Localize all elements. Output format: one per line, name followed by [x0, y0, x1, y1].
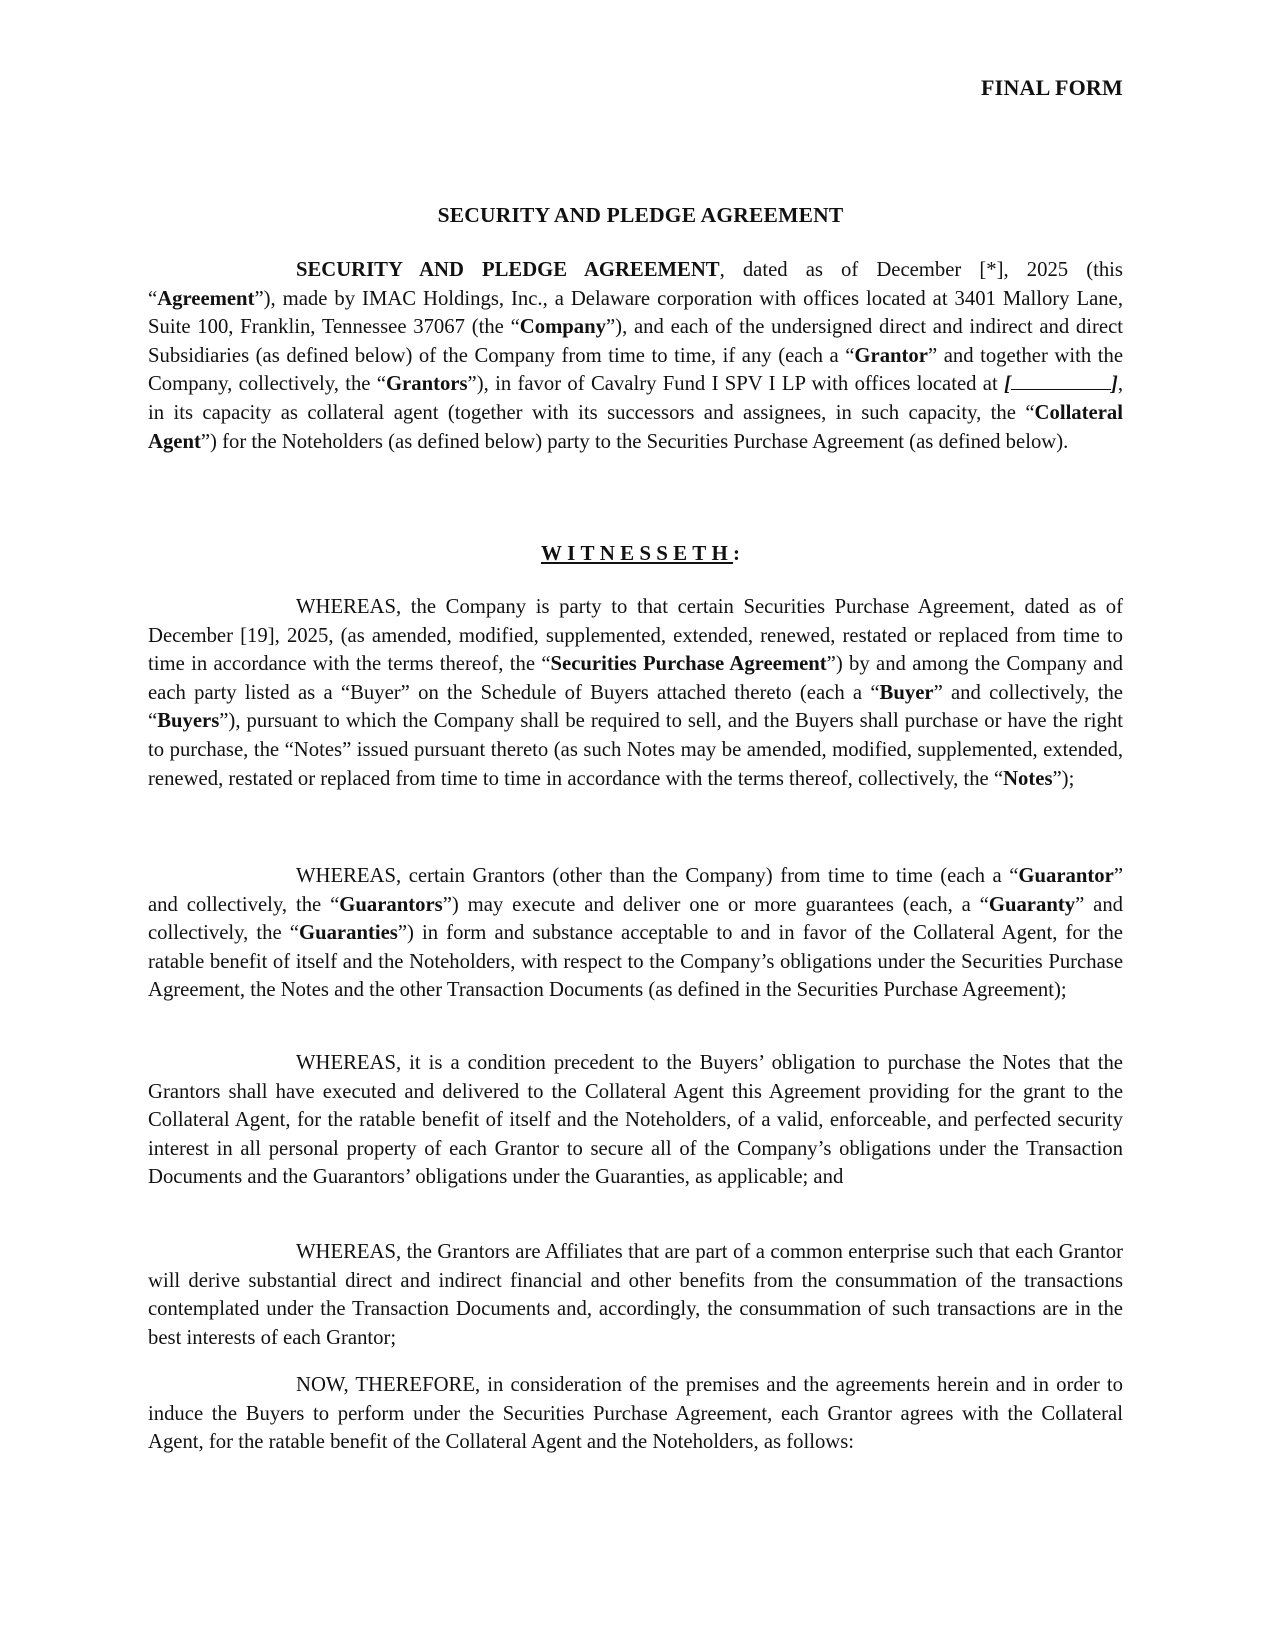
- document-page: [148, 0, 1133, 1650]
- now-therefore-paragraph: NOW, THEREFORE, in consideration of the premises and the agreements herein and in order to induce the Buyers to perform under the Securities Purchase Agreement, each Grantor agrees with the Collateral Agent, for the ratable benefit of the Collateral Agent and the Noteholders, as follows:: [148, 1374, 1123, 1454]
- witnesseth-word: WITNESSETH: [540, 541, 734, 565]
- witnesseth-colon: :: [733, 541, 741, 565]
- defined-term-buyers: Buyers: [157, 710, 220, 733]
- whereas-paragraph-2: WHEREAS, certain Grantors (other than the Company) from time to time (each a “Guarantor” and collectively, the “Guarantors”) may execute and deliver one or more guarantees (each, a “Guaranty” and collectively, the “Guaranties”) in form and substance acceptable to and in favor of the Collateral Agent, for the ratable benefit of itself and the Noteholders, with respect to the Company’s obligations under the Securities Purchase Agreement, the Notes and the other Transaction Documents (as defined in the Securities Purchase Agreement);: [148, 865, 1124, 1002]
- whereas-paragraph-1: WHEREAS, the Company is party to that certain Securities Purchase Agreement, dated as of December [19], 2025, (as amended, modified, supplemented, extended, renewed, restated or replaced from time to time in accordance with the terms thereof, the “Securities Purchase Agreement”) by and among the Company and each party listed as a “Buyer” on the Schedule of Buyers attached thereto (each a “Buyer” and collectively, the “Buyers”), pursuant to which the Company shall be required to sell, and the Buyers shall purchase or have the right to purchase, the “Notes” issued pursuant thereto (as such Notes may be amended, modified, supplemented, extended, renewed, restated or replaced from time to time in accordance with the terms thereof, collectively, the “Notes”);: [148, 596, 1124, 790]
- address-blank-field: [1011, 371, 1111, 390]
- defined-term-grantors: Grantors: [385, 373, 468, 396]
- whereas-paragraph-4: WHEREAS, the Grantors are Affiliates that are part of a common enterprise such that each Grantor will derive substantial direct and indirect financial and other benefits from the consummation of the transactions contemplated under the Transaction Documents and, accordingly, the consummation of such transactions are in the best interests of each Grantor;: [148, 1241, 1123, 1349]
- defined-term-notes: Notes: [1003, 767, 1053, 790]
- defined-term-guaranties: Guaranties: [298, 922, 398, 945]
- document-title: SECURITY AND PLEDGE AGREEMENT: [437, 203, 844, 227]
- final-form-label: FINAL FORM: [981, 75, 1123, 100]
- defined-term-guaranty: Guaranty: [988, 893, 1076, 916]
- witnesseth-heading: [148, 541, 1133, 566]
- defined-term-company: Company: [519, 316, 606, 339]
- address-placeholder-close-bracket: ]: [1110, 373, 1118, 396]
- intro-paragraph: SECURITY AND PLEDGE AGREEMENT, dated as of December [*], 2025 (this “Agreement”), made by IMAC Holdings, Inc., a Delaware corporation with offices located at 3401 Mallory Lane, Suite 100, Franklin, Tennessee 37067 (the “Company”), and each of the undersigned direct and indirect and direct Subsidiaries (as defined below) of the Company from time to time, if any (each a “Grantor” and together with the Company, collectively, the “Grantors”), in favor of Cavalry Fund I SPV I LP with offices located at [ ], in its capacity as collateral agent (together with its successors and assignees, in such capacity, the “Collateral Agent”) for the Noteholders (as defined below) party to the Securities Purchase Agreement (as defined below).: [148, 259, 1124, 453]
- defined-term-collateral-agent: Collateral Agent: [148, 401, 1123, 453]
- defined-term-guarantor: Guarantor: [1018, 865, 1114, 887]
- defined-term-grantor: Grantor: [854, 344, 928, 367]
- agreement-name-bold: SECURITY AND PLEDGE AGREEMENT: [296, 259, 720, 281]
- defined-term-agreement: Agreement: [157, 287, 255, 310]
- address-placeholder-open-bracket: [: [1004, 373, 1011, 396]
- defined-term-buyer: Buyer: [879, 681, 934, 704]
- defined-term-guarantors: Guarantors: [339, 893, 443, 916]
- whereas-paragraph-3: WHEREAS, it is a condition precedent to the Buyers’ obligation to purchase the Notes that the Grantors shall have executed and delivered to the Collateral Agent this Agreement providing for the grant to the Collateral Agent, for the ratable benefit of itself and the Noteholders, of a valid, enforceable, and perfected security interest in all personal property of each Grantor to secure all of the Company’s obligations under the Transaction Documents and the Guarantors’ obligations under the Guaranties, as applicable; and: [148, 1052, 1123, 1189]
- defined-term-securities-purchase-agreement: Securities Purchase Agreement: [550, 653, 827, 676]
